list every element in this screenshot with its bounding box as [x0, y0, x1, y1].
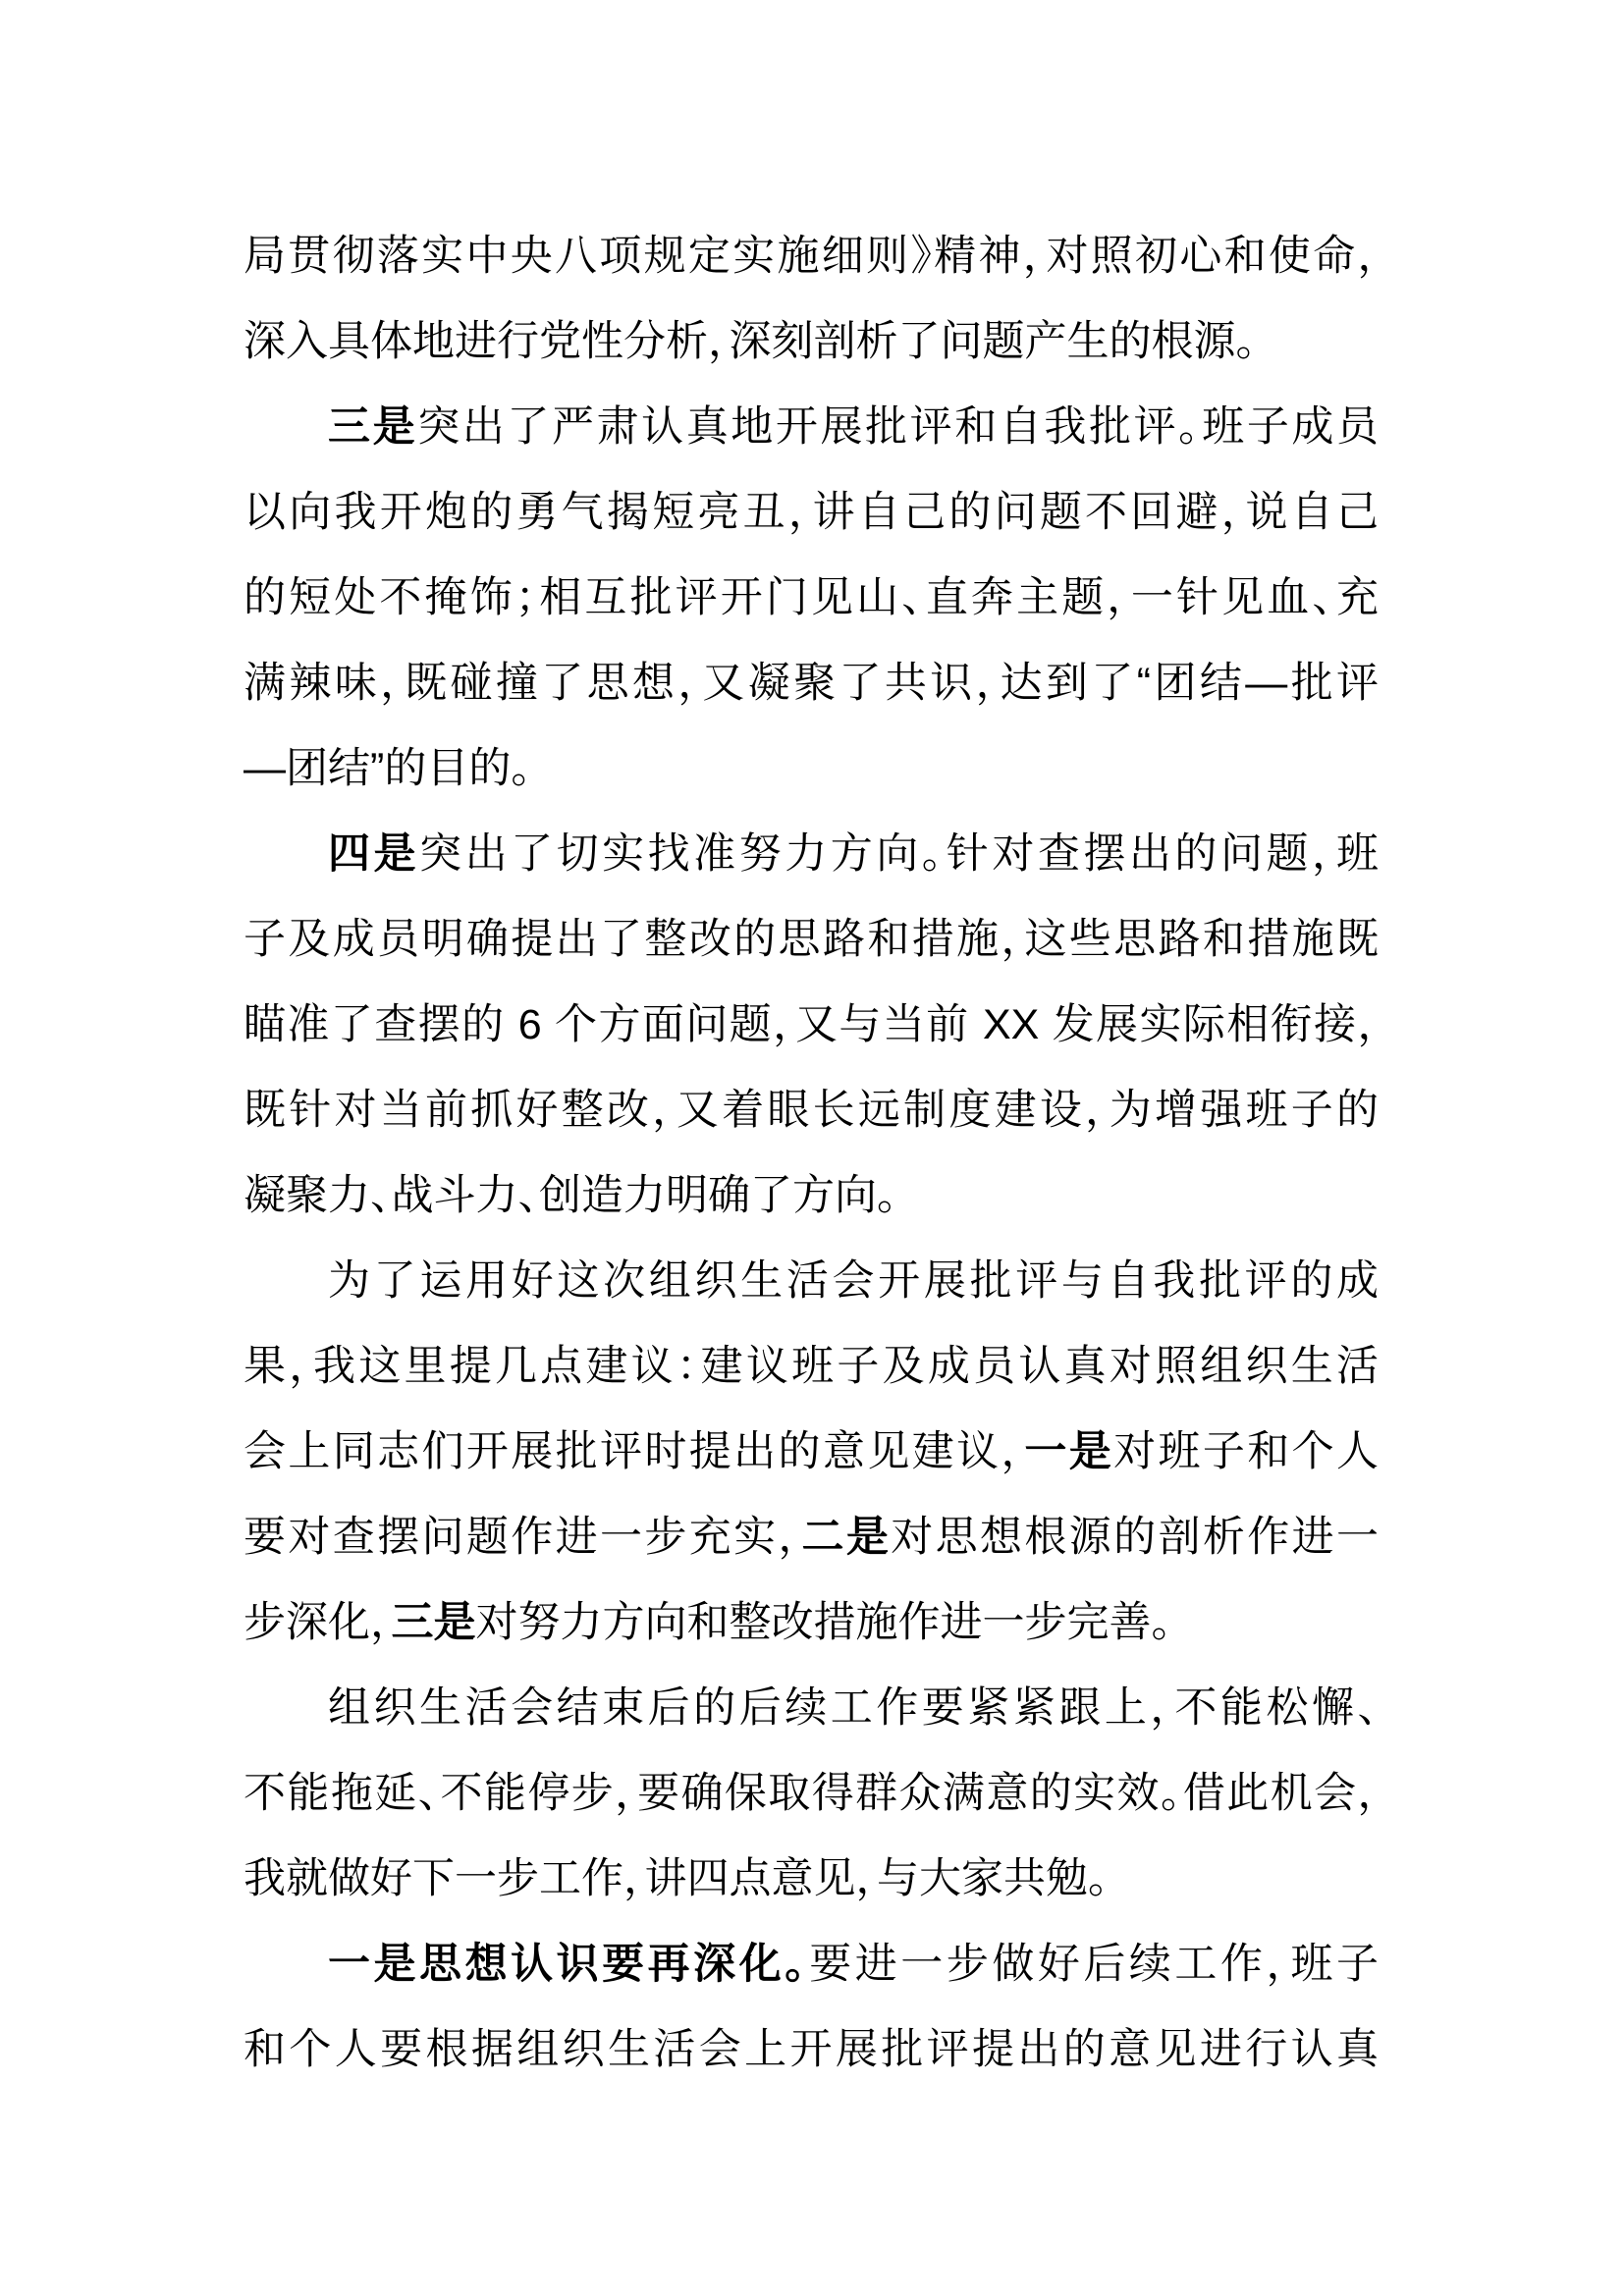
text-line [244, 726, 1379, 812]
text-line [244, 1410, 1379, 1495]
text-run-bold: 一是思想认识要再深化。 [328, 1941, 810, 1988]
text-run: 的短处不掩饰；相互批评开门见山、直奔主题，一针见血、充 [244, 574, 1379, 621]
text-run: 要对查摆问题作进一步充实， [244, 1514, 802, 1561]
text-run: 果，我这里提几点建议：建议班子及成员认真对照组织生活 [244, 1343, 1379, 1390]
text-run: 突出了切实找准努力方向。针对查摆出的问题，班 [419, 830, 1380, 878]
text-run: 突出了严肃认真地开展批评和自我批评。班子成员 [417, 403, 1380, 451]
text-line [244, 2007, 1379, 2093]
text-run: 为了运用好这次组织生活会开展批评与自我批评的成 [328, 1257, 1379, 1305]
text-run-bold: 三是 [391, 1599, 476, 1646]
text-line [244, 1580, 1379, 1666]
text-line [244, 1324, 1379, 1410]
text-line [244, 812, 1379, 897]
text-run-bold: 一是 [1024, 1428, 1114, 1475]
text-run: 对努力方向和整改措施作进一步完善。 [475, 1599, 1172, 1646]
text-line [244, 1068, 1379, 1153]
text-line [244, 385, 1379, 470]
text-run: 会上同志们开展批评时提出的意见建议， [244, 1428, 1025, 1475]
text-run: 和个人要根据组织生活会上开展批评提出的意见进行认真 [244, 2026, 1379, 2073]
text-run: 满辣味，既碰撞了思想，又凝聚了共识，达到了“团结—批评 [244, 660, 1379, 707]
text-line [244, 983, 1379, 1068]
text-line [244, 556, 1379, 641]
text-run: 我就做好下一步工作，讲四点意见，与大家共勉。 [244, 1855, 1110, 1902]
text-line [244, 1922, 1379, 2007]
text-line [244, 1666, 1379, 1751]
document-text-block [244, 214, 1379, 2093]
text-run: 凝聚力、战斗力、创造力明确了方向。 [244, 1172, 898, 1219]
text-run-bold: 四是 [328, 830, 420, 878]
text-run: —团结”的目的。 [244, 745, 532, 792]
text-line [244, 897, 1379, 983]
text-line [244, 641, 1379, 726]
text-run: 子及成员明确提出了整改的思路和措施，这些思路和措施既 [244, 916, 1379, 963]
text-run: 既针对当前抓好整改，又着眼长远制度建设，为增强班子的 [244, 1087, 1379, 1134]
text-line [244, 1495, 1379, 1580]
text-line [244, 299, 1379, 385]
text-line [244, 1153, 1379, 1239]
text-run-bold: 二是 [801, 1514, 892, 1561]
text-run: 深入具体地进行党性分析，深刻剖析了问题产生的根源。 [244, 318, 1257, 365]
text-run: 对思想根源的剖析作进一 [891, 1514, 1380, 1561]
text-run: 组织生活会结束后的后续工作要紧紧跟上，不能松懈、 [328, 1684, 1379, 1732]
text-line [244, 1837, 1379, 1922]
text-run: 步深化， [244, 1599, 392, 1646]
text-line [244, 1239, 1379, 1324]
text-run: 不能拖延、不能停步，要确保取得群众满意的实效。借此机会， [244, 1770, 1379, 1817]
text-line [244, 1751, 1379, 1837]
text-run: 对班子和个人 [1113, 1428, 1380, 1475]
text-line [244, 214, 1379, 299]
text-run: 以向我开炮的勇气揭短亮丑，讲自己的问题不回避，说自己 [244, 489, 1379, 536]
text-line [244, 470, 1379, 556]
text-run: 局贯彻落实中央八项规定实施细则》精神，对照初心和使命， [244, 233, 1379, 280]
text-run-bold: 三是 [328, 403, 418, 451]
text-run: 要进一步做好后续工作，班子 [809, 1941, 1380, 1988]
text-run: 瞄准了查摆的 6 个方面问题，又与当前 XX 发展实际相衔接， [244, 1001, 1379, 1048]
